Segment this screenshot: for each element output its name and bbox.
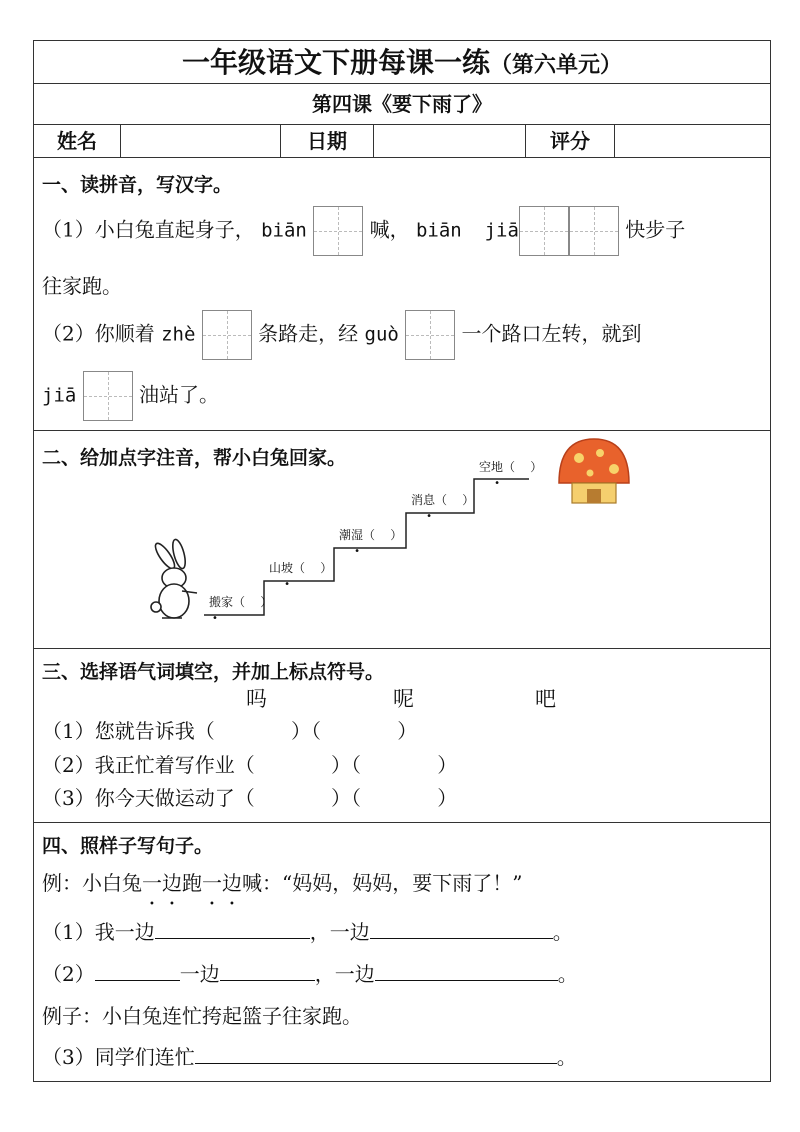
worksheet-title: 一年级语文下册每课一练 [181, 46, 490, 79]
answer-blank[interactable] [195, 1063, 557, 1064]
tian-box[interactable] [202, 310, 252, 360]
title-row [34, 41, 770, 84]
sentence-q1: （1）我一边 ，一边 。 [42, 920, 573, 944]
word-choice-ba: 吧 [535, 687, 556, 711]
q1-text-c: 快步子 [625, 217, 686, 242]
section-4-title: 四、照样子写句子。 [42, 835, 214, 857]
q1-text-a: （1）小白兔直起身子， [42, 217, 255, 242]
word-choice-ma: 吗 [246, 687, 267, 711]
section-modal-particles [34, 649, 770, 823]
step-5: 空地（ ） [479, 460, 543, 474]
q2-pinyin-2: guò [364, 323, 399, 346]
particle-q3: （3）你今天做运动了（ ）（ ） [42, 786, 458, 810]
question-1-line1 [42, 206, 685, 256]
q1-text-b: 喊， [369, 217, 410, 242]
particle-q2: （2）我正忙着写作业（ ）（ ） [42, 753, 458, 777]
tian-box[interactable] [519, 206, 569, 256]
example-2: 例子：小白兔连忙挎起篮子往家跑。 [42, 1004, 362, 1028]
answer-blank[interactable] [220, 980, 315, 981]
name-label: 姓名 [34, 125, 121, 157]
date-field[interactable] [374, 125, 526, 157]
rabbit-icon [151, 538, 197, 618]
q2-text-a: （2）你顺着 [42, 321, 155, 346]
q2-pinyin-3: jiā [42, 384, 77, 407]
info-row [34, 125, 770, 158]
name-field[interactable] [121, 125, 281, 157]
section-phonetic-stairs [34, 431, 770, 649]
step-4: 消息（ ） [411, 493, 475, 507]
step-3: 潮湿（ ） [339, 528, 403, 542]
score-field[interactable] [615, 125, 770, 157]
q2-pinyin-1: zhè [161, 323, 196, 346]
step-2: 山坡（ ） [269, 561, 333, 575]
tian-box[interactable] [405, 310, 455, 360]
section-pinyin-writing [34, 158, 770, 431]
answer-blank[interactable] [375, 980, 558, 981]
q1-pinyin-1: biān [261, 219, 307, 242]
score-label: 评分 [526, 125, 615, 157]
sentence-q2: （2） 一边 ，一边 。 [42, 962, 578, 986]
answer-blank[interactable] [155, 938, 310, 939]
tian-box[interactable] [569, 206, 619, 256]
q2-text-b: 条路走，经 [258, 321, 359, 346]
answer-blank[interactable] [95, 980, 180, 981]
particle-q1: （1）您就告诉我（ ）（ ） [42, 719, 418, 743]
stairs-illustration [34, 431, 772, 649]
example-1: 例：小白兔一边跑一边喊：“妈妈，妈妈，要下雨了！” [42, 871, 523, 895]
worksheet [33, 40, 771, 1082]
section-sentence-writing [34, 823, 770, 1077]
q1-text-d: 往家跑。 [42, 274, 122, 298]
tian-box[interactable] [83, 371, 133, 421]
word-choice-ne: 呢 [393, 687, 414, 711]
q1-pinyin-2: biān jiā [415, 219, 519, 242]
question-2-line1 [42, 310, 642, 360]
section-3-title: 三、选择语气词填空，并加上标点符号。 [42, 661, 385, 683]
tian-box[interactable] [313, 206, 363, 256]
answer-blank[interactable] [370, 938, 553, 939]
step-1: 搬家（ ） [209, 595, 273, 609]
mushroom-house-icon [559, 439, 629, 503]
date-label: 日期 [281, 125, 374, 157]
q2-text-c: 一个路口左转，就到 [461, 321, 642, 346]
sentence-q3: （3）同学们连忙 。 [42, 1045, 577, 1069]
section-2-title: 二、给加点字注音，帮小白兔回家。 [42, 447, 347, 469]
section-1-title: 一、读拼音，写汉字。 [42, 174, 233, 196]
lesson-title: 第四课《要下雨了》 [34, 84, 770, 125]
unit-subtitle: （第六单元） [490, 53, 623, 78]
q2-text-d: 油站了。 [139, 382, 220, 407]
question-2-line2 [42, 371, 219, 421]
